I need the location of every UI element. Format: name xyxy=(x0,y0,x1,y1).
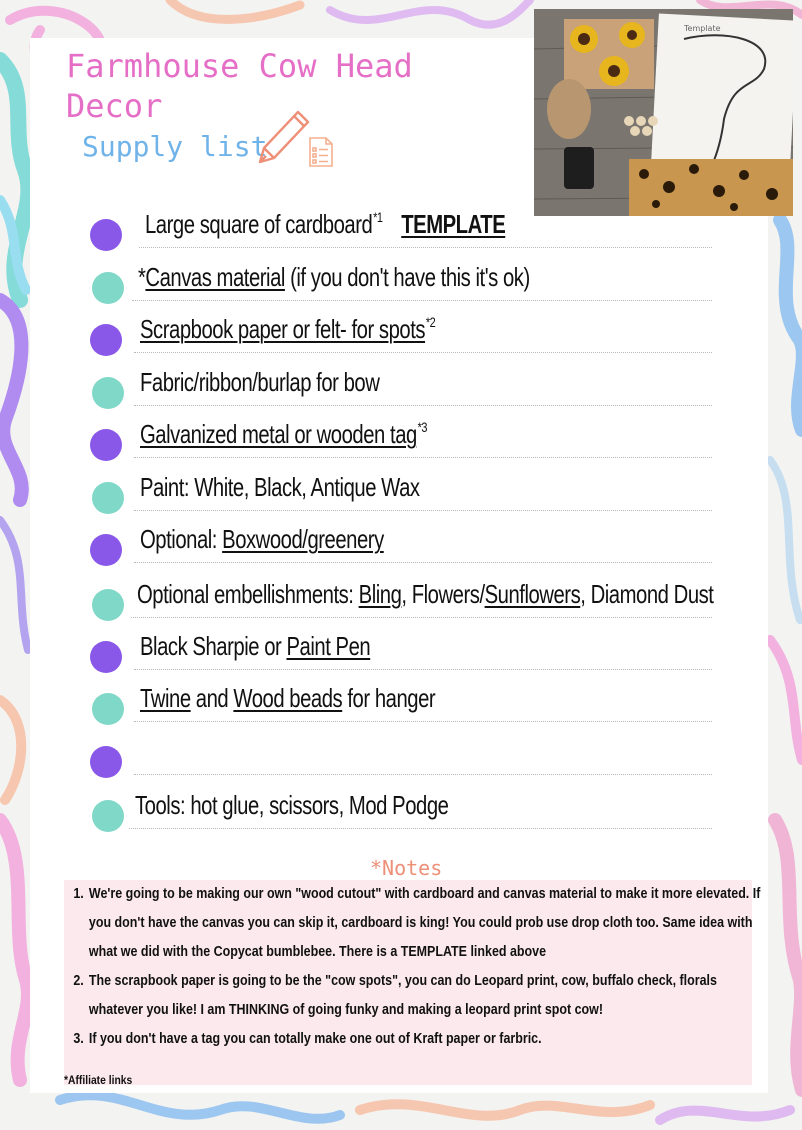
supply-text-segment: Paint: White, Black, Antique Wax xyxy=(140,472,420,502)
supply-item-text xyxy=(140,470,420,504)
dotted-rule xyxy=(134,721,712,722)
bullet-dot xyxy=(92,800,124,832)
dotted-rule xyxy=(134,669,712,670)
supplies-photo xyxy=(534,9,793,216)
photo-template-label: Template xyxy=(684,24,721,33)
pencil-icon xyxy=(254,104,338,168)
note-item: 1. We're going to be making our own "wood cutout" with cardboard and canvas material to make it more elevated. If you don't have the canvas you can skip it, cardboard is king! You could prob use drop cloth too. Same idea with what we did with the Copycat bumblebee. There is a TEMPLATE linked above xyxy=(87,880,766,967)
note-item: 2. The scrapbook paper is going to be the "cow spots", you can do Leopard print, cow, buffalo check, florals whatever you like! I am THINKING of going funky and making a leopard print spot cow! xyxy=(87,967,766,1025)
supply-text-segment: Optional: xyxy=(140,524,223,554)
dotted-rule xyxy=(134,562,712,563)
supply-link[interactable]: Wood beads xyxy=(233,683,343,713)
dotted-rule xyxy=(134,774,712,775)
bullet-dot xyxy=(90,534,122,566)
page-title: Farmhouse Cow Head Decor xyxy=(66,47,413,125)
supply-item-text xyxy=(137,577,713,611)
note-item: 3. If you don't have a tag you can totally make one out of Kraft paper or farbric. xyxy=(87,1025,766,1054)
supply-item-text xyxy=(140,681,435,715)
dotted-rule xyxy=(134,457,712,458)
supply-link[interactable]: Canvas material xyxy=(145,262,285,292)
dotted-rule xyxy=(131,617,712,618)
bullet-dot xyxy=(92,589,124,621)
supply-item-text xyxy=(140,629,370,663)
supply-text-segment: for hanger xyxy=(342,683,436,713)
supply-text-segment: Black Sharpie or xyxy=(140,631,287,661)
supply-text-segment: Large square of cardboard xyxy=(145,209,373,239)
supply-item-text xyxy=(140,365,379,399)
bullet-dot xyxy=(92,693,124,725)
supply-link[interactable]: Scrapbook paper or felt- for spots xyxy=(140,314,426,344)
supply-link[interactable]: Bling xyxy=(358,579,402,609)
bullet-dot xyxy=(90,641,122,673)
footnote-marker: *3 xyxy=(417,419,427,435)
supply-item-text xyxy=(145,207,505,241)
supply-text-segment: , Diamond Dust xyxy=(580,579,714,609)
supply-item-text xyxy=(135,788,448,822)
supply-text-segment: Tools: hot glue, scissors, Mod Podge xyxy=(135,790,449,820)
footnote-marker: *2 xyxy=(425,314,436,330)
supply-text-segment: (if you don't have this it's ok) xyxy=(284,262,530,292)
bullet-dot xyxy=(92,482,124,514)
supply-link[interactable]: Twine xyxy=(140,683,191,713)
supply-link[interactable]: Paint Pen xyxy=(286,631,371,661)
supply-item-text xyxy=(140,417,427,451)
dotted-rule xyxy=(129,828,712,829)
bullet-dot xyxy=(90,219,122,251)
notes-list xyxy=(70,880,767,1054)
supply-text-segment: * xyxy=(138,262,146,292)
dotted-rule xyxy=(134,352,712,353)
dotted-rule xyxy=(139,247,712,248)
supply-text-segment: , Flowers/ xyxy=(401,579,485,609)
supply-item-text xyxy=(138,260,530,294)
bullet-dot xyxy=(90,324,122,356)
supply-link[interactable]: Galvanized metal or wooden tag xyxy=(140,419,417,449)
supply-item-text xyxy=(140,522,384,556)
checklist-icon xyxy=(310,138,332,166)
supply-item-text xyxy=(140,312,435,346)
bullet-dot xyxy=(92,272,124,304)
supply-list-subtitle: Supply list xyxy=(82,130,268,163)
supply-text-segment: Fabric/ribbon/burlap for bow xyxy=(140,367,380,397)
notes-heading: *Notes xyxy=(370,856,443,880)
template-link[interactable]: TEMPLATE xyxy=(401,209,506,239)
supply-text-segment: Optional embellishments: xyxy=(137,579,359,609)
supply-link[interactable]: Boxwood/greenery xyxy=(222,524,384,554)
bullet-dot xyxy=(90,429,122,461)
supply-text-segment: and xyxy=(190,683,234,713)
bullet-dot xyxy=(90,746,122,778)
bullet-dot xyxy=(92,377,124,409)
dotted-rule xyxy=(134,510,712,511)
dotted-rule xyxy=(134,405,712,406)
affiliate-note: *Affiliate links xyxy=(64,1073,133,1087)
dotted-rule xyxy=(132,300,712,301)
supply-link[interactable]: Sunflowers xyxy=(484,579,581,609)
footnote-marker: *1 xyxy=(373,209,383,225)
